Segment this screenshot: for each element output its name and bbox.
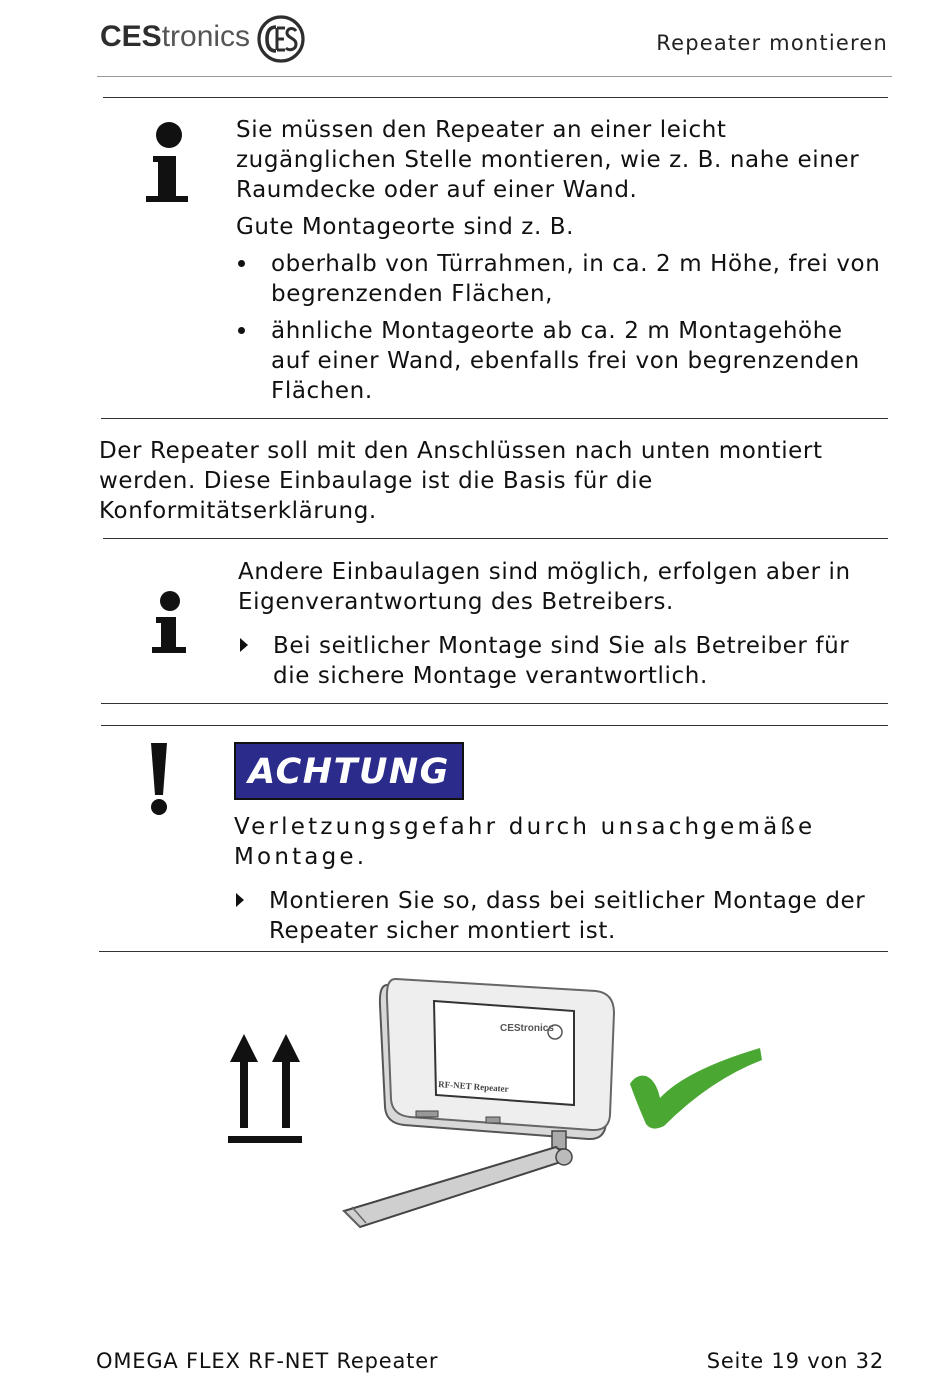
device-brand-text: CEStronics <box>500 1023 554 1034</box>
hazard-text: Verletzungsgefahr durch unsachgemäße Montage. <box>234 814 816 870</box>
instruction-text: Bei seitlicher Montage sind Sie als Betreiber für die sichere Montage verantwortlich. <box>273 633 850 689</box>
info-box-2-content <box>238 557 888 691</box>
mounting-location-list <box>236 249 886 406</box>
repeater-device-illustration <box>330 975 620 1235</box>
warning-box-content <box>234 812 888 946</box>
instruction-item <box>234 886 888 946</box>
footer-document-title: OMEGA FLEX RF-NET Repeater <box>96 1349 439 1373</box>
running-header: Repeater montieren <box>656 31 888 55</box>
header-divider <box>97 76 892 77</box>
warning-box-bottom-rule <box>99 951 888 952</box>
list-item: ähnliche Montageorte ab ca. 2 m Montagehöhe auf einer Wand, ebenfalls frei von begrenzenden Flächen. <box>236 316 886 406</box>
achtung-label: ACHTUNG <box>234 742 464 800</box>
info-box-1-paragraph: Sie müssen den Repeater an einer leicht zugänglichen Stelle montieren, wie z. B. nahe einer Raumdecke oder auf einer Wand. <box>236 117 860 203</box>
instruction-text: Montieren Sie so, dass bei seitlicher Montage der Repeater sicher montiert ist. <box>269 888 866 944</box>
list-item: oberhalb von Türrahmen, in ca. 2 m Höhe, frei von begrenzenden Flächen, <box>236 249 886 309</box>
info-box-top-rule <box>103 97 888 98</box>
info-box-2-paragraph: Andere Einbaulagen sind möglich, erfolgen aber in Eigenverantwortung des Betreibers. <box>238 559 851 615</box>
this-way-up-arrows-icon <box>222 1030 306 1150</box>
info-icon <box>144 120 192 204</box>
info-box-bottom-rule <box>101 703 888 704</box>
arrow-right-icon <box>240 638 248 652</box>
info-icon <box>150 590 190 654</box>
ces-seal-logo-icon <box>256 14 306 64</box>
info-box-bottom-rule <box>101 418 888 419</box>
body-paragraph: Der Repeater soll mit den Anschlüssen nach unten montiert werden. Diese Einbaulage ist die Basis für die Konformitätserklärung. <box>99 438 823 524</box>
warning-box-top-rule <box>101 725 888 726</box>
footer-page-number: Seite 19 von 32 <box>706 1349 884 1373</box>
info-box-1-intro: Gute Montageorte sind z. B. <box>236 214 575 240</box>
arrow-right-icon <box>236 893 244 907</box>
green-checkmark-icon <box>626 1046 764 1132</box>
instruction-item <box>238 631 888 691</box>
exclamation-icon <box>146 741 172 817</box>
info-box-top-rule <box>103 538 888 539</box>
info-box-1-content <box>236 115 886 413</box>
brand-wordmark: CEStronics <box>100 20 251 53</box>
device-label-text: RF-NET Repeater <box>437 1079 509 1094</box>
